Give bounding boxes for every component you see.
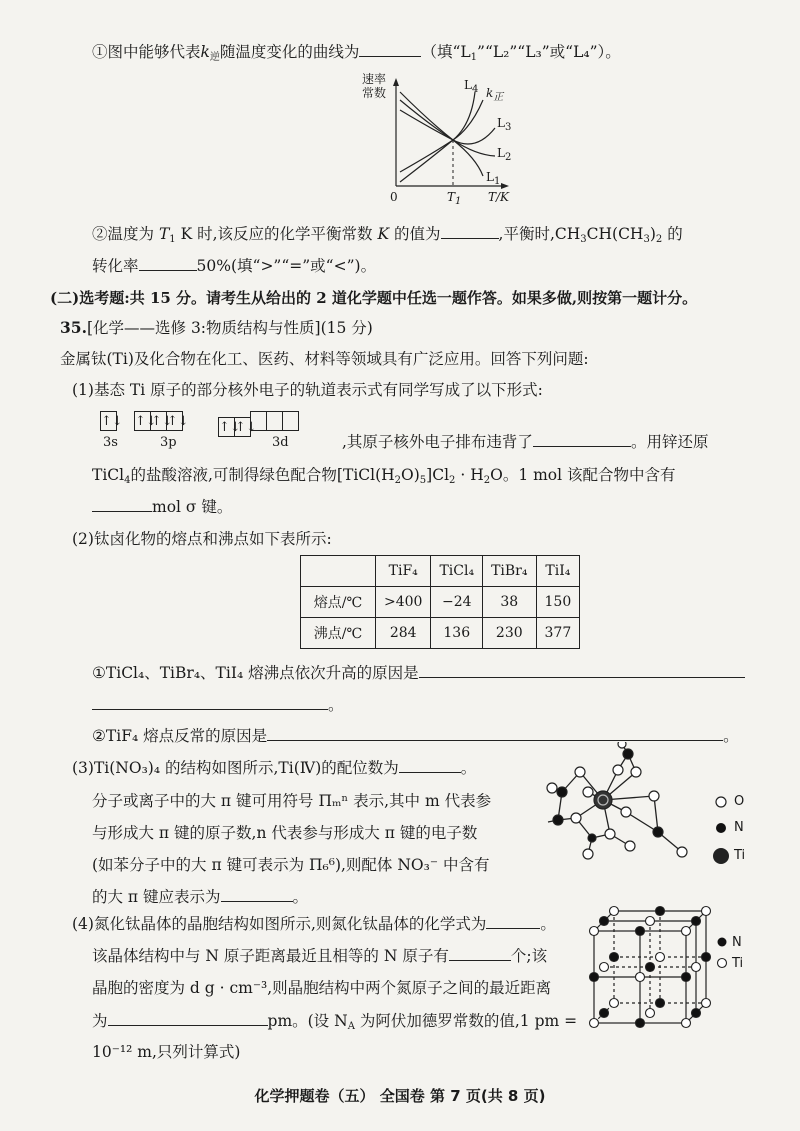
- curve-l3: [400, 110, 495, 144]
- answer-blank[interactable]: [267, 726, 723, 741]
- answer-blank[interactable]: [486, 914, 540, 929]
- answer-blank[interactable]: [449, 946, 511, 961]
- p1-line3: mol σ 键。: [92, 495, 232, 517]
- p4-line1: (4)氮化钛晶体的晶胞结构如图所示,则氮化钛晶体的化学式为 。: [72, 915, 556, 933]
- answer-blank[interactable]: [92, 497, 152, 512]
- answer-blank[interactable]: [139, 256, 197, 271]
- p1-line2: TiCl$_4$的盐酸溶液,可制得绿色配合物$[TiCl(H_2O)_5]Cl_2 \cdot H_2O$。1 mol 该配合物中含有: [92, 466, 676, 486]
- p3-line3: 与形成大 π 键的原子数,n 代表参与形成大 π 键的电子数: [92, 824, 478, 842]
- answer-blank[interactable]: [533, 432, 631, 447]
- l2-label: $L_2$: [497, 146, 512, 163]
- x-axis-label: T/K: [488, 190, 510, 204]
- legend-n: N: [734, 820, 744, 835]
- table-header: TiI₄: [536, 556, 580, 587]
- q35-intro: 金属钛(Ti)及化合物在化工、医药、材料等领域具有广泛应用。回答下列问题:: [60, 350, 589, 368]
- q35-header: 35.[化学——选修 3:物质结构与性质](15 分): [60, 318, 373, 337]
- answer-blank[interactable]: [221, 887, 293, 902]
- orbital-3p-label: 3p: [160, 435, 177, 450]
- p3-line2: 分子或离子中的大 π 键可用符号 Πₘⁿ 表示,其中 m 代表参: [92, 792, 492, 810]
- curve-l2: [400, 100, 495, 156]
- section-2-title: (二)选考题:共 15 分。请考生从给出的 2 道化学题中任选一题作答。如果多做,则按第一题计分。: [50, 289, 698, 307]
- origin-label: 0: [390, 190, 398, 204]
- legend-markers-3: [710, 792, 732, 872]
- p4-line5: 10⁻¹² m,只列计算式): [92, 1043, 241, 1061]
- orbital-3d-label: 3d: [272, 435, 289, 450]
- p1-after-orbital: ,其原子核外电子排布违背了 。用锌还原: [342, 433, 709, 451]
- p3-line5: 的大 π 键应表示为 。: [92, 888, 309, 906]
- legend-n-4: N: [732, 935, 742, 950]
- halide-table: [300, 555, 580, 649]
- table-header: TiF₄: [376, 556, 431, 587]
- p4-line2: 该晶体结构中与 N 原子距离最近且相等的 N 原子有 个;该: [92, 947, 548, 965]
- q1-line2: ②温度为 $T_1$ K 时,该反应的化学平衡常数 K 的值为 ,平衡时$,CH_3CH(CH_3)_2$ 的: [92, 225, 683, 245]
- q1-line1: ①图中能够代表$k_逆$随温度变化的曲线为 （填“$L_1”“L_2”“L_3$”或“L₄”）。: [92, 43, 621, 63]
- table-header: TiCl₄: [431, 556, 483, 587]
- t1-label: $T_1$: [447, 190, 462, 207]
- curve-l4: [400, 92, 475, 182]
- p3-line1: (3)Ti(NO₃)₄ 的结构如图所示,Ti(Ⅳ)的配位数为 。: [72, 759, 477, 777]
- legend-o: O: [734, 794, 745, 809]
- answer-blank[interactable]: [419, 663, 745, 678]
- answer-blank[interactable]: [359, 42, 421, 57]
- table-header: TiBr₄: [483, 556, 536, 587]
- orbital-diagram: ↑↓ ↑↓↑↓↑↓ ↑↓↑↓ 3s 3p 3d: [100, 411, 344, 455]
- p2-question-a-cont: 。: [92, 693, 344, 715]
- legend-ti: Ti: [734, 848, 746, 863]
- p1-text: (1)基态 Ti 原子的部分核外电子的轨道表示式有同学写成了以下形式:: [72, 381, 543, 399]
- p4-line4: 为 pm。(设 $N_A$ 为阿伏加德罗常数的值,1 pm =: [92, 1012, 578, 1032]
- l3-label: $L_3$: [497, 116, 512, 133]
- legend-ti-4: Ti: [732, 956, 744, 971]
- answer-blank[interactable]: [399, 758, 461, 773]
- answer-blank[interactable]: [92, 695, 328, 710]
- p3-line4: (如苯分子中的大 π 键可表示为 Π₆⁶),则配体 NO₃⁻ 中含有: [92, 856, 490, 874]
- p2-question-b: ②TiF₄ 熔点反常的原因是 。: [92, 727, 739, 745]
- k-forward-label: $k_正$: [486, 86, 504, 103]
- ti-nitrate-structure: [518, 742, 698, 872]
- table-row: 熔点/℃ >400 −24 38 150: [301, 587, 580, 618]
- p2-text: (2)钛卤化物的熔点和沸点如下表所示:: [72, 530, 332, 548]
- answer-blank[interactable]: [108, 1011, 268, 1026]
- l1-label: $L_1$: [486, 170, 501, 187]
- l4-label: $L_4$: [464, 78, 479, 95]
- answer-blank[interactable]: [441, 224, 499, 239]
- p4-line3: 晶胞的密度为 d g · cm⁻³,则晶胞结构中两个氮原子之间的最近距离: [92, 979, 552, 997]
- p2-question-a: ①TiCl₄、TiBr₄、TiI₄ 熔沸点依次升高的原因是: [92, 661, 745, 683]
- q1-line3: 转化率 50%(填“>”“=”或“<”)。: [92, 257, 377, 275]
- legend-markers-4: [716, 936, 730, 972]
- tin-unit-cell: [582, 905, 712, 1045]
- page-footer: 化学押题卷（五） 全国卷 第 7 页(共 8 页): [254, 1087, 546, 1105]
- orbital-3s-label: 3s: [103, 435, 118, 450]
- y-axis-label: 速率 常数: [362, 72, 387, 100]
- table-row: 沸点/℃ 284 136 230 377: [301, 618, 580, 649]
